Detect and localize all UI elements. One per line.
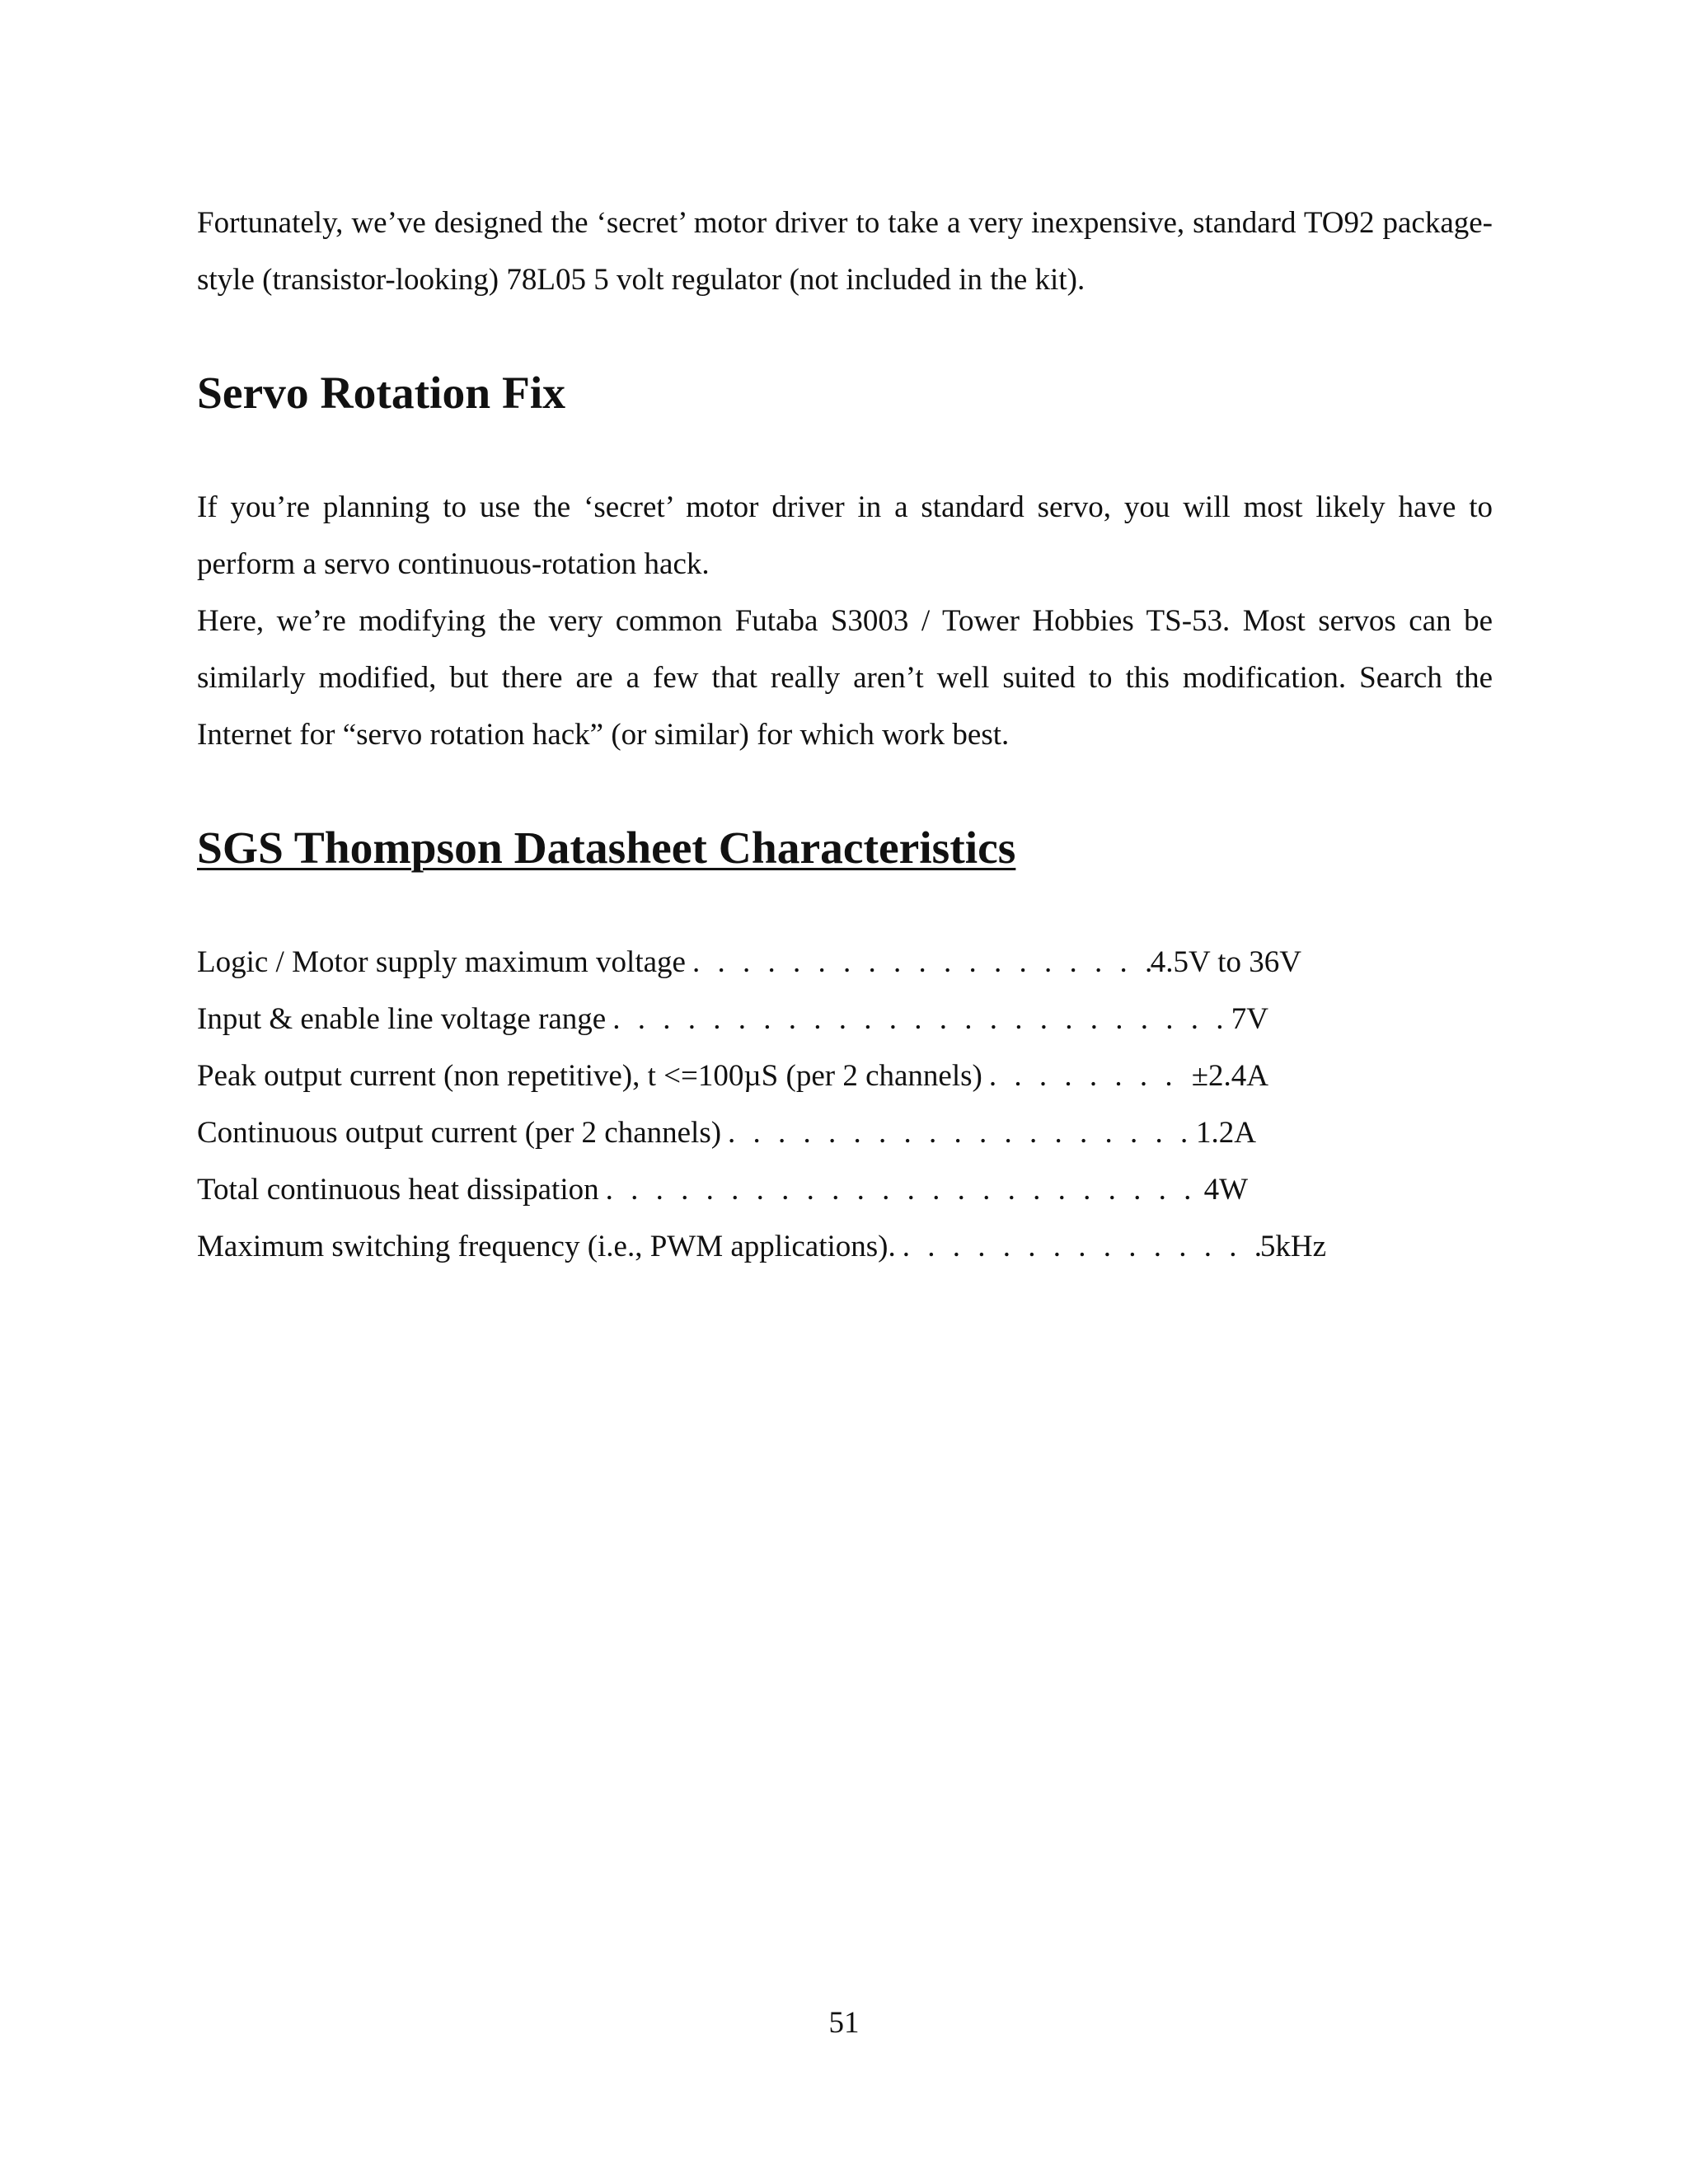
spec-value: 4.5V to 36V xyxy=(1150,945,1301,979)
page-content xyxy=(197,194,1493,1275)
spec-label: Maximum switching frequency (i.e., PWM applications). xyxy=(197,1230,896,1263)
spec-label: Input & enable line voltage range xyxy=(197,1002,607,1036)
intro-paragraph: Fortunately, we’ve designed the ‘secret’ motor driver to take a very inexpensive, standard TO92 package-style (transistor-looking) 78L05 5 volt regulator (not included in the kit). xyxy=(197,206,1493,297)
spec-row xyxy=(197,1047,1268,1104)
spec-label: Continuous output current (per 2 channels) xyxy=(197,1116,722,1150)
page-number: 51 xyxy=(828,2006,860,2040)
spec-row xyxy=(197,1218,1326,1275)
dot-leader xyxy=(896,1218,1260,1275)
spec-label: Logic / Motor supply maximum voltage xyxy=(197,945,686,979)
dot-leader xyxy=(599,1161,1204,1218)
servo-rotation-heading: Servo Rotation Fix xyxy=(197,368,566,419)
spec-row xyxy=(197,934,1301,991)
dot-leader xyxy=(606,991,1231,1047)
dot-leader xyxy=(982,1047,1192,1104)
spec-value: 5kHz xyxy=(1259,1230,1326,1263)
dot-leader xyxy=(686,934,1151,991)
spec-row xyxy=(197,1104,1256,1161)
sgs-datasheet-heading: SGS Thompson Datasheet Characteristics xyxy=(197,823,1016,874)
spec-value: ±2.4A xyxy=(1191,1059,1268,1093)
spec-value: 4W xyxy=(1203,1173,1248,1207)
spec-row xyxy=(197,1161,1248,1218)
spec-label: Total continuous heat dissipation xyxy=(197,1173,599,1207)
spec-list xyxy=(197,934,1351,1275)
spec-row xyxy=(197,991,1268,1047)
spec-value: 7V xyxy=(1231,1002,1268,1036)
dot-leader xyxy=(721,1104,1196,1161)
servo-paragraph-2: Here, we’re modifying the very common Futaba S3003 / Tower Hobbies TS-53. Most servos can be similarly modified, but there are a few that really aren’t well suited to this modification. Search the Internet for “servo rotation hack” (or similar) for which work best. xyxy=(197,604,1493,752)
spec-value: 1.2A xyxy=(1196,1116,1256,1150)
servo-paragraph-1: If you’re planning to use the ‘secret’ motor driver in a standard servo, you will most likely have to perform a servo continuous-rotation hack. xyxy=(197,490,1493,581)
spec-label: Peak output current (non repetitive), t <=100µS (per 2 channels) xyxy=(197,1059,982,1093)
